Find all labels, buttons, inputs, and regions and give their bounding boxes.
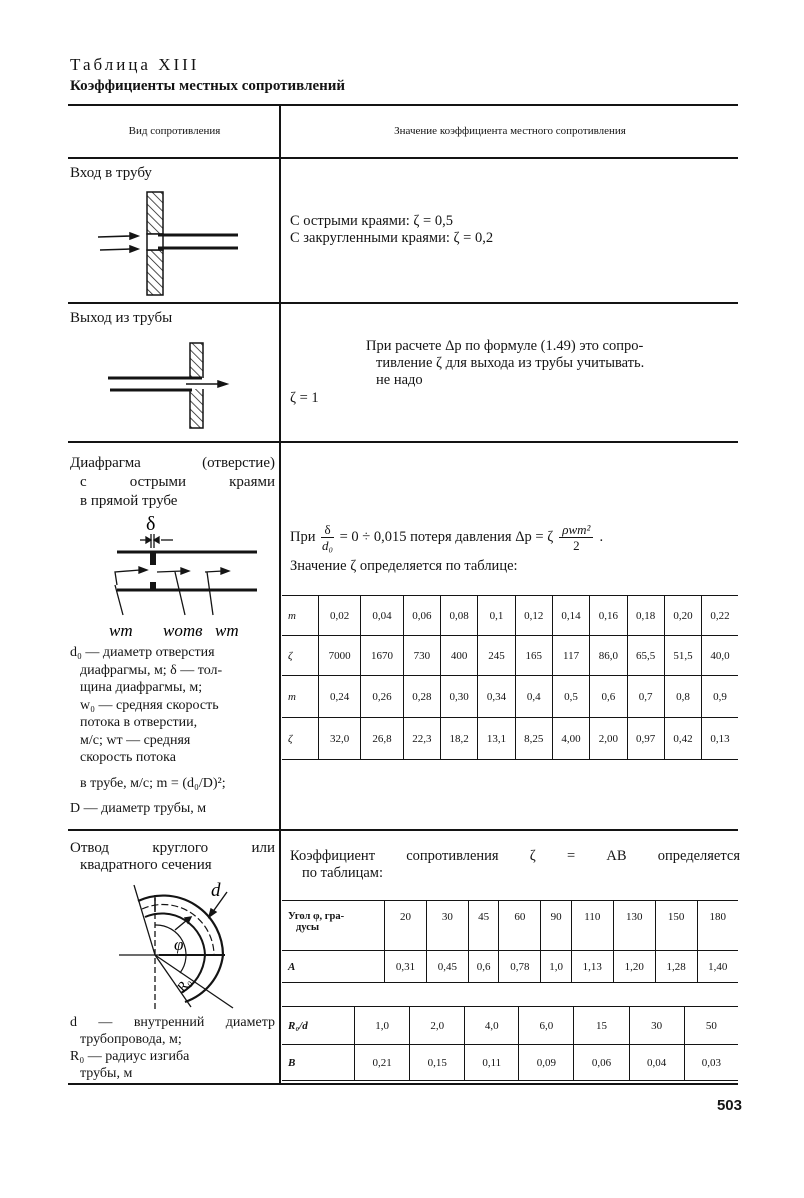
orifice-formula: При $\frac{\delta}{\text{d₀}}$ = 0 ÷ 0,015 потеря давления Δp = ζ ρwт² 2 . xyxy=(290,522,604,553)
label-phi: φ xyxy=(174,935,184,954)
orifice-diagram xyxy=(95,510,275,640)
bend-intro: Коэффициент сопротивления ζ = AB определяется по таблицам: xyxy=(290,848,740,881)
orifice-table-intro: Значение ζ определяется по таблице: xyxy=(290,558,518,574)
sharp-edge-value: С острыми краями: ζ = 0,5 xyxy=(290,213,453,229)
table-row: m 0,02 0,04 0,06 0,08 0,1 0,12 0,14 0,16 0,18 0,20 0,22 xyxy=(282,596,738,636)
delta-label: δ xyxy=(146,513,156,535)
entrance-values xyxy=(290,213,493,247)
table-row: R₀/d 1,0 2,0 4,0 6,0 15 30 50 xyxy=(282,1007,738,1045)
label-w-orifice: wотв xyxy=(163,621,203,640)
rounded-edge-value: С закругленными краями: ζ = 0,2 xyxy=(290,230,494,246)
row-rule xyxy=(68,302,738,304)
bend-radius-table xyxy=(282,1006,738,1081)
table-row: Угол φ, гра- дусы 20 30 45 60 90 110 130 150 180 xyxy=(282,901,738,951)
flow-arrow-icon xyxy=(98,233,138,252)
row-title-bend: Отвод круглого или квадратного сечения xyxy=(70,840,275,873)
column-header-right: Значение коэффициента местного сопротивления xyxy=(394,125,626,137)
row-title-entrance: Вход в трубу xyxy=(70,165,152,181)
fraction-dynamic-pressure: ρwт² 2 xyxy=(559,522,593,553)
row-rule xyxy=(68,829,738,831)
column-divider xyxy=(279,158,281,1083)
header-rule xyxy=(68,157,738,159)
table-label: Таблица XIII xyxy=(70,55,200,74)
pipe-exit-diagram xyxy=(90,335,250,435)
label-w-t-left: wт xyxy=(109,621,133,640)
orifice-plate-top xyxy=(150,552,156,565)
table-row: A 0,31 0,45 0,6 0,78 1,0 1,13 1,20 1,28 1,40 xyxy=(282,951,738,983)
orifice-plate-bottom xyxy=(150,582,156,590)
table-title: Коэффициенты местных сопротивлений xyxy=(70,78,346,94)
bend-description: d — внутренний диаметр трубопровода, м; R₀ — радиус изгиба трубы, м xyxy=(70,1015,275,1081)
page-number: 503 xyxy=(716,1097,742,1114)
thickness-arrows xyxy=(140,534,173,548)
orifice-description: d₀ — диаметр отверстия диафрагмы, м; δ — тол- щина диафрагмы, м; w₀ — средняя скорость потока в отверстии, м/с; wт — средняя скорость потока в трубе, м/с; m = (d₀/D)²; D — диаметр трубы, м xyxy=(70,645,226,816)
pipe-entrance-diagram xyxy=(90,190,250,300)
table-row: ζ 7000 1670 730 400 245 165 117 86,0 65,5 51,5 40,0 xyxy=(282,636,738,676)
orifice-coefficient-table xyxy=(282,595,738,760)
bottom-rule xyxy=(68,1083,738,1085)
pipe-walls xyxy=(158,235,238,248)
row-title-orifice: Диафрагма (отверстие) с острыми краями в прямой трубе xyxy=(70,455,275,509)
row-rule xyxy=(68,441,738,443)
top-rule xyxy=(68,104,738,106)
bend-angle-table xyxy=(282,900,738,983)
exit-value: ζ = 1 xyxy=(290,390,319,406)
table-row: ζ 32,0 26,8 22,3 18,2 13,1 8,25 4,00 2,00 0,97 0,42 0,13 xyxy=(282,718,738,760)
label-w-t-right: wт xyxy=(215,621,239,640)
fraction-delta-d0: $\frac{\delta}{\text{d₀}}$ xyxy=(322,522,334,553)
table-row: m 0,24 0,26 0,28 0,30 0,34 0,4 0,5 0,6 0,7 0,8 0,9 xyxy=(282,676,738,718)
row-title-exit: Выход из трубы xyxy=(70,310,173,326)
pipe-bend-diagram xyxy=(115,880,235,1010)
column-divider xyxy=(279,105,281,158)
wall-hatching xyxy=(147,192,163,295)
table-row: B 0,21 0,15 0,11 0,09 0,06 0,04 0,03 xyxy=(282,1045,738,1081)
label-d: d xyxy=(211,880,221,901)
label-R0: R₀ xyxy=(174,975,195,996)
column-header-left: Вид сопротивления xyxy=(128,125,221,137)
exit-note: При расчете Δp по формуле (1.49) это сопро- тивление ζ для выхода из трубы учитывать. не надо xyxy=(366,338,645,388)
